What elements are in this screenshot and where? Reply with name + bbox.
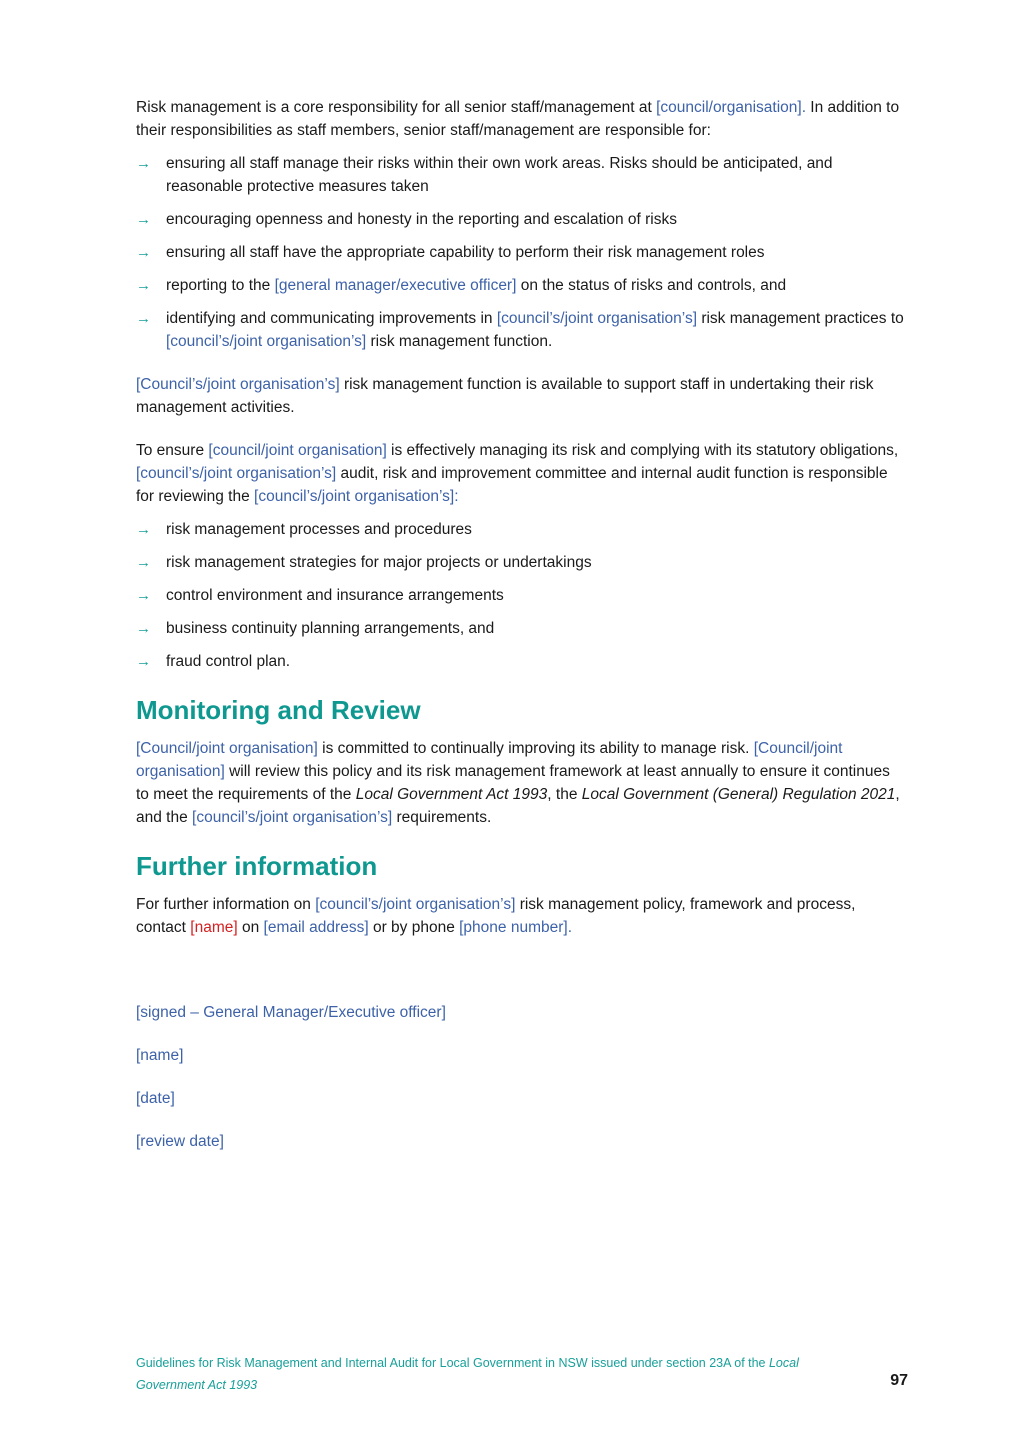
placeholder: [general manager/executive officer] (274, 277, 517, 294)
responsibilities-list (136, 152, 906, 353)
document-body (136, 96, 906, 1173)
contact-name-placeholder: [name] (190, 919, 238, 936)
list-item: → risk management strategies for major projects or undertakings (136, 551, 906, 574)
arrow-right-icon: → (136, 277, 151, 294)
review-paragraph: To ensure [council/joint organisation] is effectively managing its risk and complying with its statutory obligations, [council’s/joint organisation’s] audit, risk and improvement committee and internal audit function is responsible for reviewing the [council’s/joint organisation’s]: (136, 442, 899, 505)
placeholder: [Council/joint organisation] (136, 740, 318, 757)
regulation-title: Local Government (General) Regulation 2021 (581, 786, 896, 803)
placeholder: [Council/joint organisation] (136, 740, 843, 780)
placeholder: [council’s/joint organisation’s] (315, 896, 516, 913)
placeholder: [council’s/joint organisation’s] (166, 333, 367, 350)
signature-block (136, 1001, 906, 1153)
placeholder: [council’s/joint organisation’s] (136, 465, 337, 482)
monitoring-heading: Monitoring and Review (136, 695, 421, 725)
list-item: → identifying and communicating improvements in [council’s/joint organisation’s] risk management practices to [council’s/joint organisation’s] risk management function. (136, 307, 906, 353)
list-item: → reporting to the [general manager/executive officer] on the status of risks and controls, and (136, 274, 906, 297)
list-item: → business continuity planning arrangements, and (136, 617, 906, 640)
phone-placeholder: [phone number]. (459, 919, 573, 936)
list-item: → control environment and insurance arrangements (136, 584, 906, 607)
further-information-paragraph: For further information on [council’s/joint organisation’s] risk management policy, framework and process, contact [name] on [email address] or by phone [phone number]. (136, 896, 856, 936)
placeholder: [council’s/joint organisation’s] (192, 809, 393, 826)
list-item: → fraud control plan. (136, 650, 906, 673)
support-paragraph: [Council’s/joint organisation’s] risk management function is available to support staff in undertaking their risk management activities. (136, 376, 874, 416)
arrow-right-icon: → (136, 155, 151, 172)
placeholder: [council’s/joint organisation’s]: (254, 488, 459, 505)
list-item: → ensuring all staff have the appropriate capability to perform their risk management roles (136, 241, 906, 264)
act-title: Local Government Act 1993 (355, 786, 548, 803)
arrow-right-icon: → (136, 620, 151, 637)
placeholder: [Council’s/joint organisation’s] (136, 376, 340, 393)
name-line: [name] (136, 1047, 184, 1064)
list-item: → risk management processes and procedures (136, 518, 906, 541)
further-information-heading: Further information (136, 851, 378, 881)
arrow-right-icon: → (136, 521, 151, 538)
arrow-right-icon: → (136, 244, 151, 261)
intro-paragraph: Risk management is a core responsibility for all senior staff/management at [council/organisation]. In addition to their responsibilities as staff members, senior staff/management are responsible for: (136, 99, 900, 139)
arrow-right-icon: → (136, 211, 151, 228)
review-date-line: [review date] (136, 1133, 224, 1150)
placeholder: [council/joint organisation] (208, 442, 387, 459)
list-item: → ensuring all staff manage their risks within their own work areas. Risks should be anticipated, and reasonable protective measures taken (136, 152, 906, 198)
footer-act-title: Local Government Act 1993 (136, 1356, 799, 1392)
monitoring-paragraph: [Council/joint organisation] is committed to continually improving its ability to manage risk. [Council/joint organisation] will review this policy and its risk management framework at least annually to ensure it continues to meet the requirements of the Local Government Act 1993, the Local Government (General) Regulation 2021, and the [council’s/joint organisation’s] requirements. (136, 740, 900, 826)
placeholder: [council/organisation]. (656, 99, 806, 116)
placeholder: [council’s/joint organisation’s] (496, 310, 698, 327)
page-footer: Guidelines for Risk Management and Internal Audit for Local Government in NSW issued under section 23A of the Local Government Act 1993 (136, 1356, 799, 1392)
email-placeholder: [email address] (263, 919, 369, 936)
arrow-right-icon: → (136, 554, 151, 571)
page-number: 97 (890, 1372, 908, 1389)
arrow-right-icon: → (136, 587, 151, 604)
signed-line: [signed – General Manager/Executive officer] (136, 1004, 446, 1021)
date-line: [date] (136, 1090, 175, 1107)
list-item: → encouraging openness and honesty in the reporting and escalation of risks (136, 208, 906, 231)
arrow-right-icon: → (136, 310, 151, 327)
arrow-right-icon: → (136, 653, 151, 670)
review-list (136, 518, 906, 673)
